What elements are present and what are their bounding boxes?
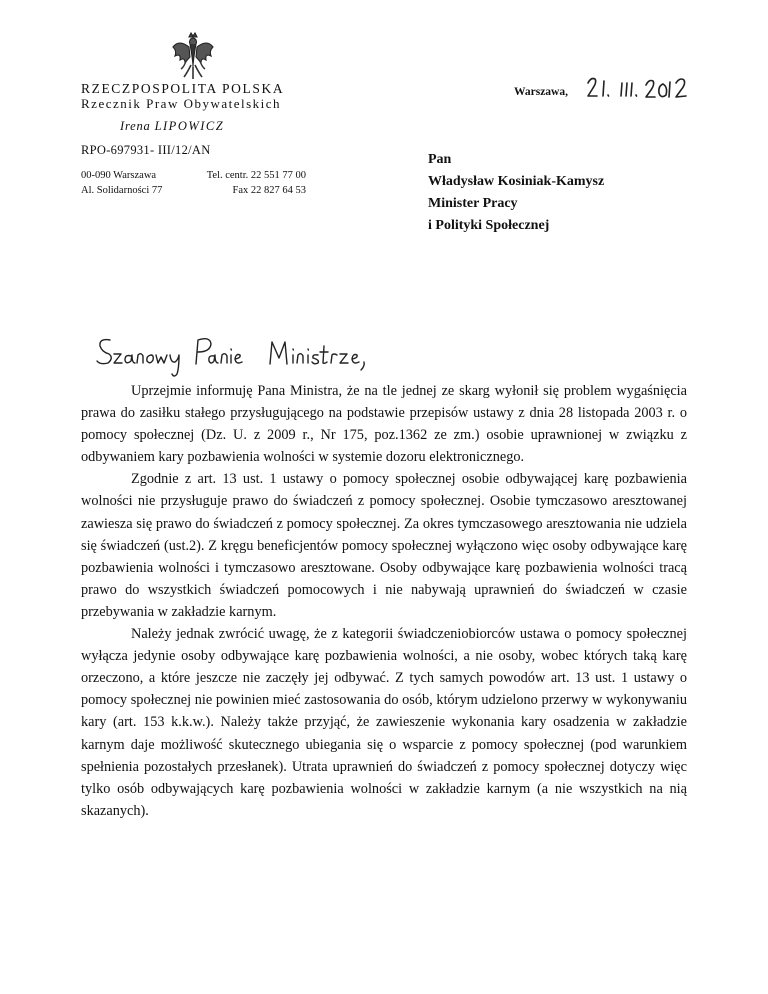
address-block: [81, 168, 162, 198]
recipient-line: Pan: [428, 152, 452, 167]
address-line: Al. Solidarności 77: [81, 185, 163, 196]
body-paragraph: Uprzejmie informuję Pana Ministra, że na tle jednej ze skarg wyłonił się problem wygaśnięcia prawa do zasiłku stałego przysługującego na podstawie przepisów ustawy z dnia 28 listopada 2003 r. o pomocy społecznej (Dz. U. z 2009 r., Nr 175, poz.1362 ze zm.) osobie uprawnionej w związku z odbywaniem kary pozbawienia wolności w systemie dozoru elektronicznego.: [81, 383, 687, 466]
official-last-name: LIPOWICZ: [154, 119, 225, 133]
official-first-name: Irena: [120, 119, 151, 133]
date-place: Warszawa,: [514, 86, 568, 98]
body-paragraph: Należy jednak zwrócić uwagę, że z kategorii świadczeniobiorców ustawa o pomocy społecznej wyłącza jedynie osoby odbywające karę pozbawienia wolności, a nie osoby, wobec których taką karę orzeczono, a które jeszcze nie zaczęły jej odbywać. Z tych samych powodów art. 13 ust. 1 ustawy o pomocy społecznej nie powinien mieć zastosowania do osób, którym udzielono przerwy w wykonywaniu kary (art. 153 k.k.w.). Należy także przyjąć, że zawieszenie wykonania kary osadzenia w zakładzie karnym daje możliwość skutecznego ubiegania się o wsparcie z pomocy społecznej (pod warunkiem spełnienia pozostałych przesłanek). Utrata uprawnień do świadczeń z pomocy społecznej dotyczy więc tylko osób odbywających karę pozbawienia wolności w zakładzie karnym (a nie wszystkich na nią skazanych).: [81, 626, 687, 819]
eagle-emblem-icon: [171, 31, 215, 81]
organization-name: RZECZPOSPOLITA POLSKA: [81, 81, 285, 96]
official-name: [120, 119, 224, 134]
handwritten-date: [582, 69, 696, 105]
body-paragraph: Zgodnie z art. 13 ust. 1 ustawy o pomocy społecznej osobie odbywającej karę pozbawienia wolności nie przysługuje prawo do świadczeń z pomocy społecznej. Osobie tymczasowo aresztowanej zawiesza się prawo do świadczeń z pomocy społecznej. Za okres tymczasowego aresztowania nie udziela się świadczeń (ust.2). Z kręgu beneficjentów pomocy społecznej wyłączono więc osoby odbywające karę pozbawienia wolności i tymczasowo aresztowane. Osoby odbywające karę pozbawienia wolności tracą prawo do wszystkich świadczeń pomocowych i nie nabywają uprawnień do świadczeń w czasie przebywania w zakładzie karnym.: [81, 471, 687, 620]
recipient-title: i Polityki Społecznej: [428, 218, 550, 233]
letter-body: [81, 380, 687, 822]
recipient-name: Władysław Kosiniak-Kamysz: [428, 174, 605, 189]
address-line: 00-090 Warszawa: [81, 170, 157, 181]
recipient-block: [428, 149, 604, 237]
reference-number: RPO-697931- III/12/AN: [81, 143, 211, 157]
organization-subtitle: Rzecznik Praw Obywatelskich: [81, 96, 282, 111]
contact-block: [202, 168, 306, 198]
contact-phone: Tel. centr. 22 551 77 00: [206, 170, 306, 181]
recipient-title: Minister Pracy: [428, 196, 518, 211]
contact-fax: Fax 22 827 64 53: [232, 185, 306, 196]
handwritten-salutation: [94, 330, 394, 384]
